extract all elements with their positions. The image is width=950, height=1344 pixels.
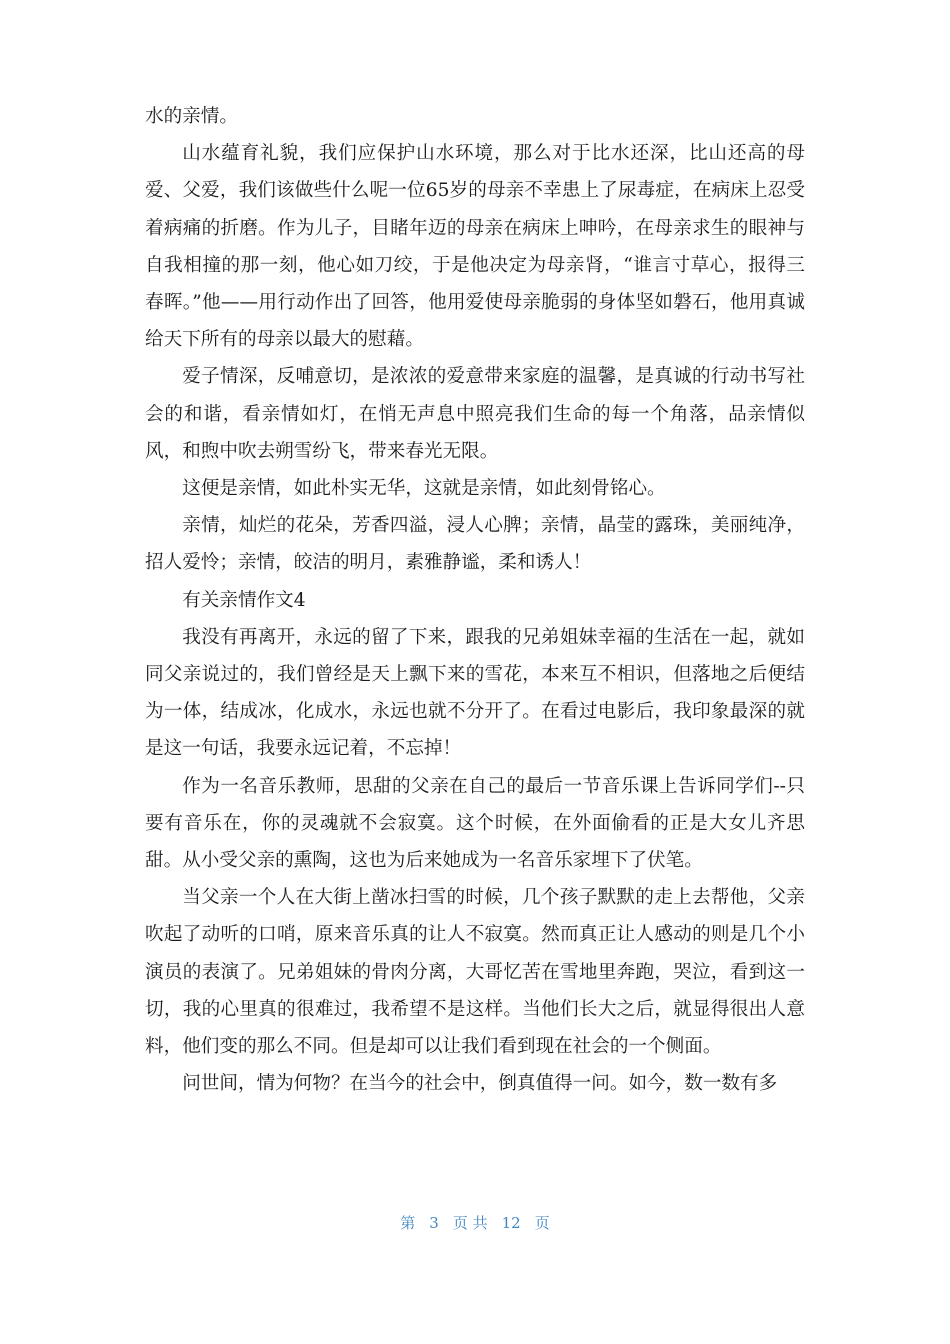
paragraph: 爱子情深，反哺意切，是浓浓的爱意带来家庭的温馨，是真诚的行动书写社会的和谐，看亲情如灯，在悄无声息中照亮我们生命的每一个角落，品亲情似风，和煦中吹去朔雪纷飞，带来春光无限。 [145,366,805,462]
page-footer [0,1212,950,1233]
paragraph: 我没有再离开，永远的留了下来，跟我的兄弟姐妹幸福的生活在一起，就如同父亲说过的，我们曾经是天上飘下来的雪花，本来互不相识，但落地之后便结为一体，结成冰，化成水，永远也就不分开了。在看过电影后，我印象最深的就是这一句话，我要永远记着，不忘掉！ [145,626,805,760]
paragraph: 当父亲一个人在大街上凿冰扫雪的时候，几个孩子默默的走上去帮他，父亲吹起了动听的口哨，原来音乐真的让人不寂寞。然而真正让人感动的则是几个小演员的表演了。兄弟姐妹的骨肉分离，大哥忆苦在雪地里奔跑，哭泣，看到这一切，我的心里真的很难过，我希望不是这样。当他们长大之后，就显得很出人意料，他们变的那么不同。但是却可以让我们看到现在社会的一个侧面。 [145,887,805,1058]
paragraph: 山水蕴育礼貌，我们应保护山水环境，那么对于比水还深，比山还高的母爱、父爱，我们该做些什么呢一位65岁的母亲不幸患上了尿毒症，在病床上忍受着病痛的折磨。作为儿子，目睹年迈的母亲在病床上呻吟，在母亲求生的眼神与自我相撞的那一刻，他心如刀绞，于是他决定为母亲肾，“谁言寸草心，报得三春晖。”他——用行动作出了回答，他用爱使母亲脆弱的身体坚如磐石，他用真诚给天下所有的母亲以最大的慰藉。 [145,143,805,351]
paragraph: 亲情，灿烂的花朵，芳香四溢，浸人心脾；亲情，晶莹的露珠，美丽纯净，招人爱怜；亲情，皎洁的明月，素雅静谧，柔和诱人！ [145,515,805,574]
current-page-number: 3 [429,1214,439,1232]
footer-label-page: 第 [400,1214,416,1232]
footer-label-total: 页 共 [452,1214,488,1232]
paragraph: 作为一名音乐教师，思甜的父亲在自己的最后一节音乐课上告诉同学们--只要有音乐在，你的灵魂就不会寂寞。这个时候，在外面偷看的正是大女儿齐思甜。从小受父亲的熏陶，这也为后来她成为一名音乐家埋下了伏笔。 [145,775,805,872]
section-heading: 有关亲情作文4 [182,589,306,611]
footer-label-end: 页 [534,1214,550,1232]
paragraph: 问世间，情为何物？在当今的社会中，倒真值得一问。如今，数一数有多 [182,1073,778,1095]
paragraph: 这便是亲情，如此朴实无华，这就是亲情，如此刻骨铭心。 [182,478,666,500]
total-page-count: 12 [501,1214,521,1232]
paragraph: 水的亲情。 [145,106,238,127]
document-body [145,98,805,1102]
